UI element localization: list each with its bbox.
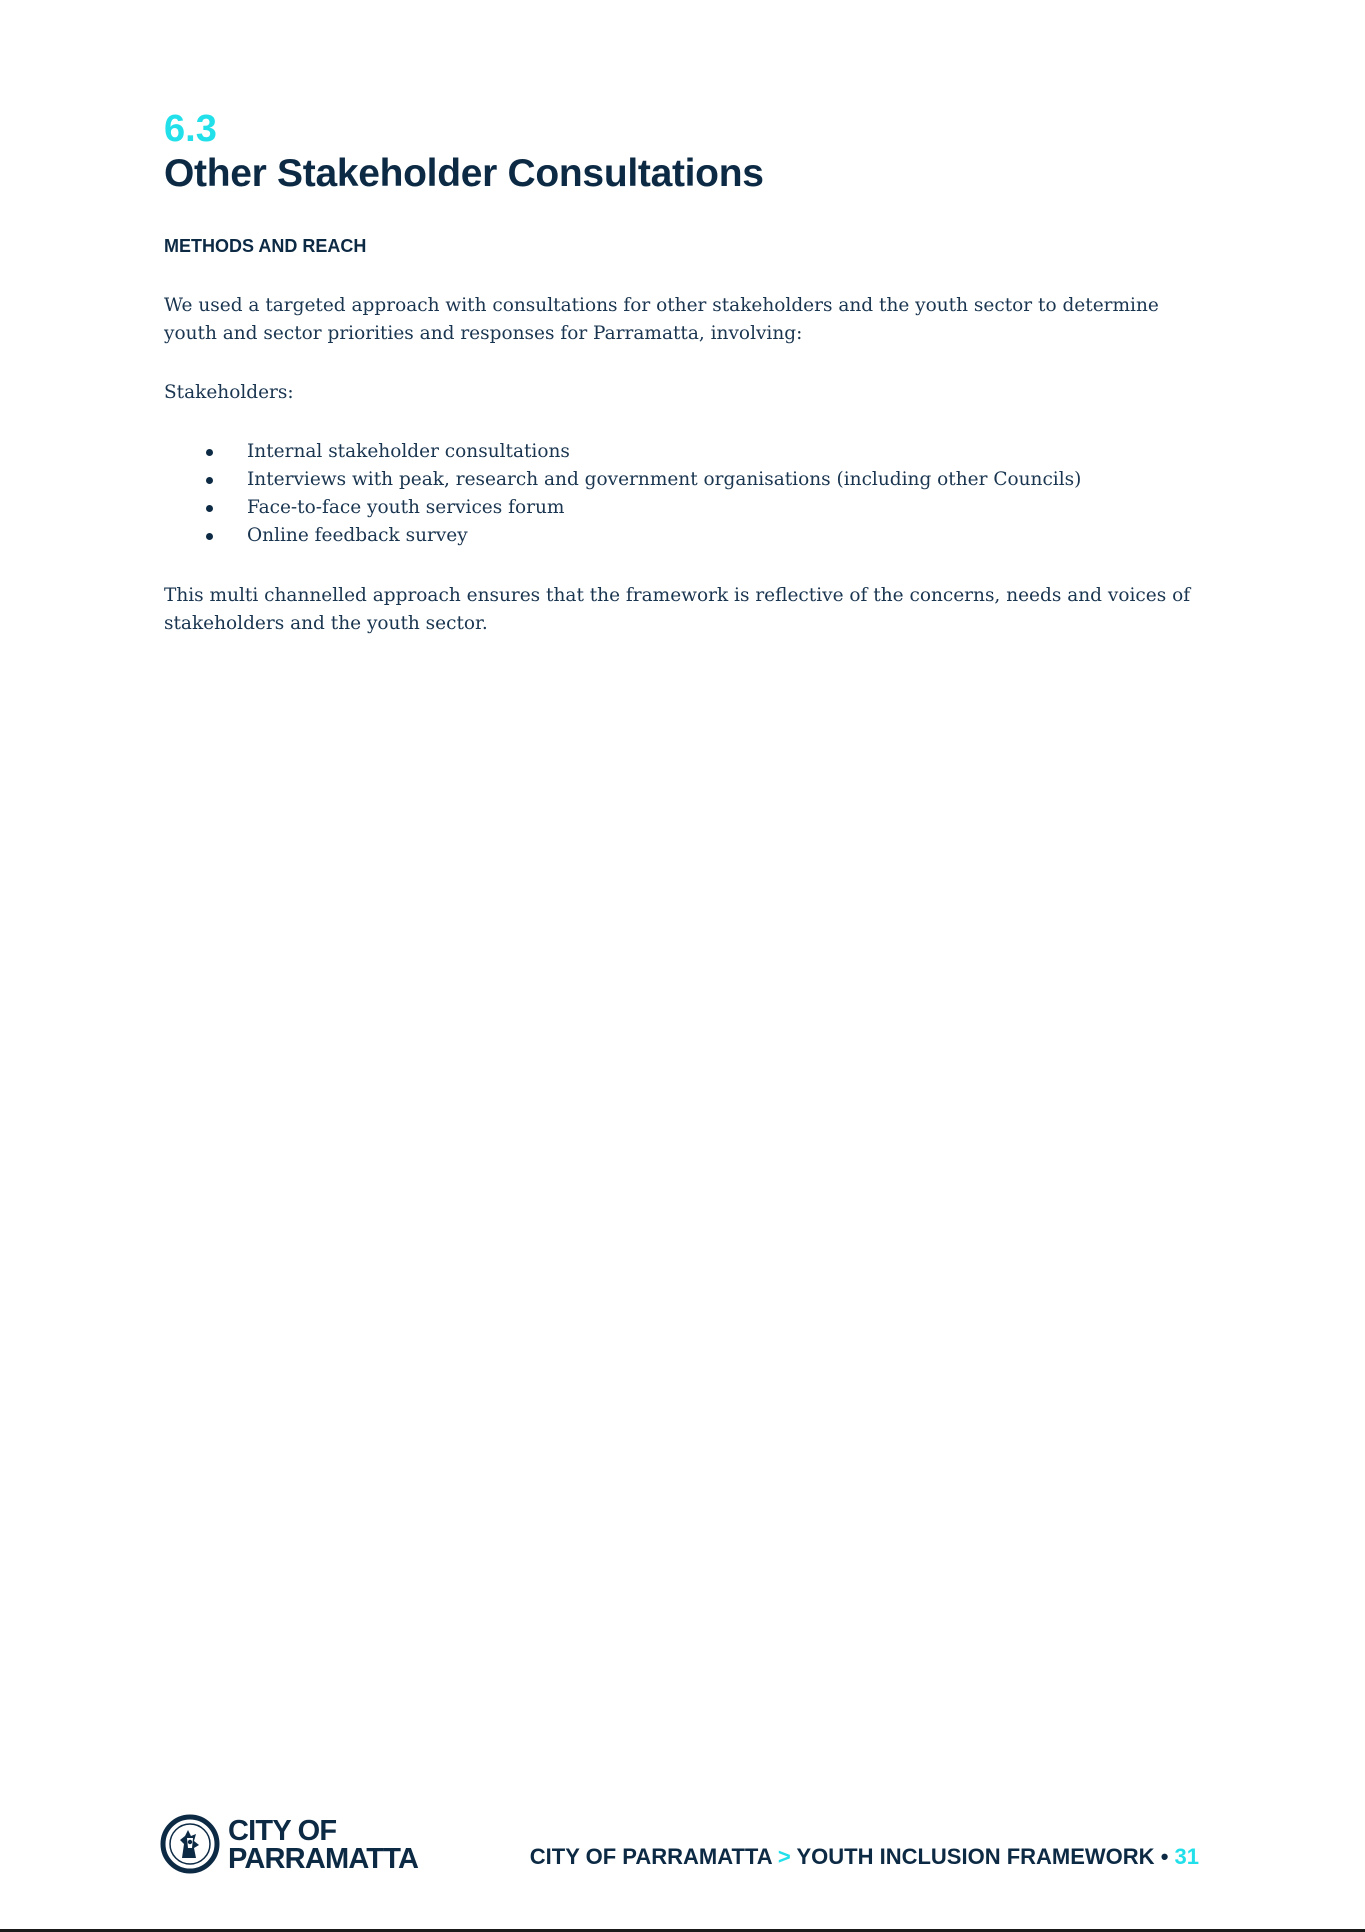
stakeholders-label: Stakeholders:: [164, 382, 294, 403]
section-number: 6.3: [164, 108, 217, 150]
logo-line-1: CITY OF: [228, 1815, 337, 1847]
closing-paragraph: This multi channelled approach ensures that the framework is reflective of the concerns, needs and voices of stakeholders and the youth sector.: [164, 585, 1191, 634]
footer-org: CITY OF PARRAMATTA: [529, 1844, 772, 1869]
list-item: [164, 522, 1081, 550]
list-item-text: Online feedback survey: [247, 525, 468, 546]
city-of-parramatta-logo: [160, 1814, 420, 1876]
bullet-icon: [206, 533, 213, 540]
list-item: [164, 466, 1081, 494]
list-item-text: Internal stakeholder consultations: [247, 441, 570, 462]
section-subheading: METHODS AND REACH: [164, 236, 367, 256]
footer-doc-title: YOUTH INCLUSION FRAMEWORK: [796, 1844, 1155, 1869]
parramatta-emblem-icon: [160, 1814, 220, 1874]
footer-dot: •: [1160, 1844, 1169, 1869]
bullet-icon: [206, 477, 213, 484]
section-title: Other Stakeholder Consultations: [164, 152, 764, 195]
stakeholders-list: [164, 438, 1081, 550]
intro-paragraph: We used a targeted approach with consultations for other stakeholders and the youth sector to determine youth and sector priorities and responses for Parramatta, involving:: [164, 295, 1159, 344]
list-item: [164, 438, 1081, 466]
page-number: 31: [1174, 1844, 1199, 1869]
list-item: [164, 494, 1081, 522]
footer-separator: >: [777, 1844, 791, 1869]
bullet-icon: [206, 449, 213, 456]
footer-running-title: [530, 1843, 1199, 1871]
list-item-text: Interviews with peak, research and government organisations (including other Councils): [247, 469, 1082, 490]
logo-wordmark: [228, 1817, 418, 1873]
logo-line-2: PARRAMATTA: [228, 1843, 419, 1875]
bullet-icon: [206, 505, 213, 512]
list-item-text: Face-to-face youth services forum: [247, 497, 565, 518]
